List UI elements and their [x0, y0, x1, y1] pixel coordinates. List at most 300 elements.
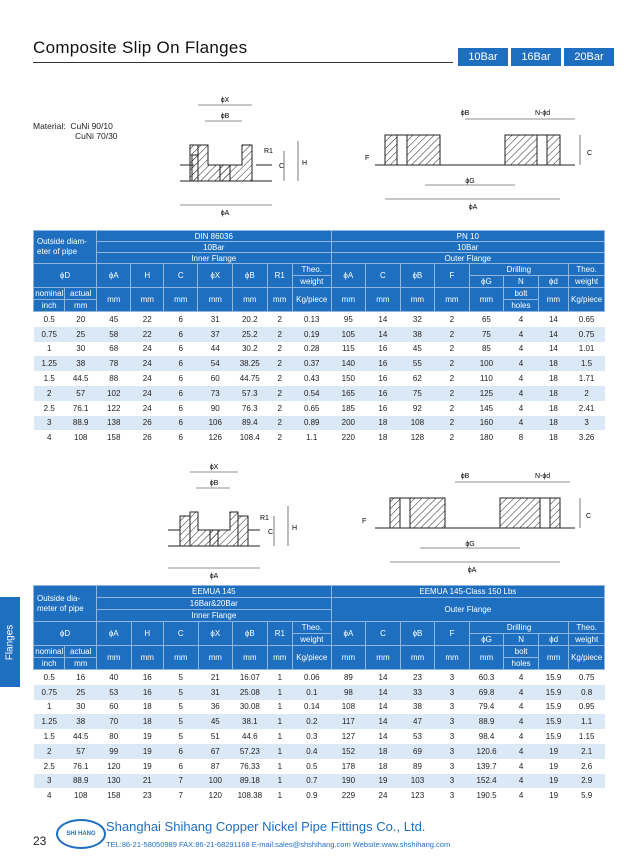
- table-cell: 44.75: [233, 371, 268, 386]
- u-mm: mm: [469, 646, 504, 670]
- table-cell: 18: [366, 416, 401, 431]
- u-kg: Kg/piece: [569, 646, 605, 670]
- table-cell: 23: [131, 788, 164, 803]
- table-cell: 16.07: [233, 670, 268, 685]
- tab-16bar[interactable]: 16Bar: [511, 48, 561, 66]
- table-cell: 2: [569, 386, 605, 401]
- table-cell: 89.18: [233, 774, 268, 789]
- h-a-outer: ϕA: [331, 264, 366, 288]
- table-cell: 160: [469, 416, 504, 431]
- h-od: ϕD: [34, 264, 97, 288]
- h-weight-outer-2: weight: [569, 634, 605, 646]
- u-kg: Kg/piece: [292, 288, 331, 312]
- u-mm: mm: [366, 646, 401, 670]
- table-cell: 108: [65, 430, 97, 445]
- table-row: [34, 416, 605, 431]
- table-cell: 57.23: [233, 744, 268, 759]
- table-cell: 76.3: [233, 401, 268, 416]
- table-cell: 45: [96, 312, 131, 327]
- table-cell: 37: [198, 327, 233, 342]
- table-cell: 19: [131, 744, 164, 759]
- table-cell: 69.8: [469, 685, 504, 700]
- table-cell: 89.4: [233, 416, 268, 431]
- label-h-2: H: [292, 525, 298, 532]
- outer-flange-drawing-2: [360, 468, 600, 578]
- u-mm: mm: [400, 646, 435, 670]
- table-cell: 16: [131, 685, 164, 700]
- h-actual-2: actual: [65, 646, 97, 658]
- table-cell: 38: [65, 714, 97, 729]
- table-cell: 18: [366, 744, 401, 759]
- table-cell: 105: [331, 327, 366, 342]
- table-cell: 54: [198, 356, 233, 371]
- table-row: [34, 744, 605, 759]
- table-cell: 24: [131, 371, 163, 386]
- table-cell: 88.9: [65, 416, 97, 431]
- table-cell: 24: [131, 386, 163, 401]
- table-cell: 53: [400, 729, 435, 744]
- table-cell: 108: [65, 788, 97, 803]
- label-r1-2: R1: [260, 515, 269, 522]
- h-b-2: ϕB: [233, 622, 268, 646]
- table-cell: 6: [163, 401, 198, 416]
- table-cell: 45: [400, 342, 435, 357]
- u-mm: mm: [198, 646, 233, 670]
- u-mm: mm: [331, 288, 366, 312]
- table-cell: 0.75: [569, 327, 605, 342]
- table-cell: 120.6: [469, 744, 504, 759]
- table-cell: 0.75: [34, 685, 65, 700]
- table-cell: 108.38: [233, 788, 268, 803]
- table-cell: 98: [331, 685, 366, 700]
- table-cell: 15.9: [538, 700, 568, 715]
- h-r1: R1: [267, 264, 292, 288]
- table-cell: 38.1: [233, 714, 268, 729]
- tab-10bar[interactable]: 10Bar: [458, 48, 508, 66]
- table-row: [34, 371, 605, 386]
- label-a2: ϕA: [468, 204, 478, 211]
- table-cell: 3.26: [569, 430, 605, 445]
- table-cell: 0.89: [292, 416, 331, 431]
- table-cell: 2: [435, 371, 470, 386]
- u-mm: mm: [267, 646, 292, 670]
- h-c: C: [163, 264, 198, 288]
- table-cell: 158: [96, 430, 131, 445]
- table-cell: 2: [267, 371, 292, 386]
- table-cell: 18: [538, 386, 568, 401]
- table-cell: 57.3: [233, 386, 268, 401]
- table-cell: 0.54: [292, 386, 331, 401]
- h-g: ϕG: [469, 276, 504, 288]
- table-cell: 2.5: [34, 759, 65, 774]
- h-drilling-2: Drilling: [469, 622, 569, 634]
- table-cell: 58: [96, 327, 131, 342]
- table-cell: 2: [435, 401, 470, 416]
- table-cell: 5.9: [569, 788, 605, 803]
- page-number: 23: [33, 834, 47, 848]
- table-cell: 98.4: [469, 729, 504, 744]
- h-c-outer: C: [366, 264, 401, 288]
- table-cell: 3: [435, 700, 470, 715]
- table-cell: 3: [435, 670, 470, 685]
- u-mm: mm: [163, 288, 198, 312]
- table-cell: 89: [331, 670, 366, 685]
- table-cell: 130: [96, 774, 131, 789]
- table-cell: 4: [504, 356, 539, 371]
- table-cell: 24: [366, 788, 401, 803]
- table-cell: 1: [267, 788, 292, 803]
- table-cell: 16: [131, 670, 164, 685]
- table-cell: 20: [65, 312, 97, 327]
- table-row: [34, 430, 605, 445]
- u-mm: mm: [366, 288, 401, 312]
- table-cell: 108: [331, 700, 366, 715]
- table-cell: 73: [198, 386, 233, 401]
- table-cell: 139.7: [469, 759, 504, 774]
- table-row: [34, 774, 605, 789]
- table-cell: 15.9: [538, 670, 568, 685]
- table-cell: 38.25: [233, 356, 268, 371]
- h-h-2: H: [131, 622, 164, 646]
- table-cell: 3: [435, 744, 470, 759]
- table-cell: 123: [400, 788, 435, 803]
- table-cell: 0.4: [293, 744, 332, 759]
- table-cell: 15.9: [538, 685, 568, 700]
- table-cell: 30.08: [233, 700, 268, 715]
- table-cell: 108: [400, 416, 435, 431]
- table-cell: 19: [366, 774, 401, 789]
- label-r1: R1: [264, 148, 273, 155]
- h-od-2: ϕD: [34, 622, 97, 646]
- table-cell: 69: [400, 744, 435, 759]
- table-cell: 26: [131, 416, 163, 431]
- table-cell: 1.1: [292, 430, 331, 445]
- table-cell: 19: [538, 788, 568, 803]
- table-cell: 2.5: [34, 401, 65, 416]
- table-cell: 18: [131, 714, 164, 729]
- outer-flange-drawing-1: [365, 105, 600, 215]
- table-cell: 14: [538, 312, 568, 327]
- table-cell: 4: [504, 685, 539, 700]
- h-d: ϕd: [538, 276, 568, 288]
- label-g-2: ϕG: [465, 541, 475, 548]
- table-cell: 1: [267, 700, 292, 715]
- table-cell: 2: [34, 386, 65, 401]
- table-cell: 14: [366, 714, 401, 729]
- table-cell: 1.1: [569, 714, 605, 729]
- label-nd: N-ϕd: [535, 110, 551, 117]
- table-cell: 5: [164, 670, 199, 685]
- table-cell: 200: [331, 416, 366, 431]
- table-cell: 0.5: [34, 670, 65, 685]
- material-label: Material:: [33, 121, 66, 131]
- h-b-outer: ϕB: [400, 264, 435, 288]
- u-mm: mm: [198, 288, 233, 312]
- table-cell: 75: [400, 386, 435, 401]
- label-h: H: [302, 160, 308, 167]
- h-mm-2: mm: [65, 658, 97, 670]
- table-cell: 3: [34, 774, 65, 789]
- table-cell: 38: [400, 327, 435, 342]
- table-row: [34, 759, 605, 774]
- table-cell: 1: [267, 685, 292, 700]
- spec-table-din: [33, 230, 605, 445]
- table-cell: 3: [435, 729, 470, 744]
- h-weight-outer: weight: [569, 276, 605, 288]
- table-cell: 47: [400, 714, 435, 729]
- table-cell: 1: [267, 714, 292, 729]
- table-cell: 4: [504, 416, 539, 431]
- spec-table-eemua: [33, 585, 605, 803]
- side-tab-label: Flanges: [4, 624, 16, 660]
- table-cell: 165: [331, 386, 366, 401]
- table-cell: 0.95: [569, 700, 605, 715]
- table-cell: 30.2: [233, 342, 268, 357]
- table-cell: 178: [331, 759, 366, 774]
- label-b2-2: ϕB: [460, 473, 470, 480]
- table-cell: 7: [164, 788, 199, 803]
- company-logo: [56, 819, 106, 849]
- table-cell: 4: [504, 714, 539, 729]
- table-cell: 6: [164, 759, 199, 774]
- table-cell: 2: [435, 312, 470, 327]
- table-row: [34, 729, 605, 744]
- table-cell: 25: [65, 327, 97, 342]
- h-a-outer-2: ϕA: [331, 622, 366, 646]
- label-f: F: [365, 155, 370, 162]
- table-cell: 122: [96, 401, 131, 416]
- table-cell: 14: [366, 685, 401, 700]
- u-mm: mm: [538, 646, 568, 670]
- label-f-2: F: [362, 518, 367, 525]
- table-cell: 2: [435, 327, 470, 342]
- table-cell: 19: [131, 729, 164, 744]
- table-cell: 38: [65, 356, 97, 371]
- table-row: [34, 685, 605, 700]
- table-cell: 0.43: [292, 371, 331, 386]
- table-cell: 0.8: [569, 685, 605, 700]
- u-mm: mm: [96, 288, 131, 312]
- table-cell: 20.2: [233, 312, 268, 327]
- table-cell: 0.65: [292, 401, 331, 416]
- table-cell: 2: [267, 342, 292, 357]
- table-cell: 6: [163, 386, 198, 401]
- table-cell: 108.4: [233, 430, 268, 445]
- table-cell: 6: [164, 744, 199, 759]
- u-kg: Kg/piece: [293, 646, 332, 670]
- std-right-header: PN 10: [331, 231, 604, 242]
- table-cell: 60.3: [469, 670, 504, 685]
- table-cell: 0.06: [293, 670, 332, 685]
- table-cell: 152.4: [469, 774, 504, 789]
- logo-text: SHI HANG: [66, 831, 96, 837]
- h-g-2: ϕG: [469, 634, 504, 646]
- label-c2-2: C: [586, 513, 592, 520]
- table-row: [34, 356, 605, 371]
- table-cell: 2: [267, 312, 292, 327]
- table-cell: 4: [504, 700, 539, 715]
- table-row: [34, 714, 605, 729]
- table-cell: 60: [198, 371, 233, 386]
- table-cell: 51: [198, 729, 233, 744]
- table-cell: 76.1: [65, 401, 97, 416]
- table-cell: 102: [96, 386, 131, 401]
- table-cell: 16: [366, 401, 401, 416]
- table-cell: 3: [435, 714, 470, 729]
- h-b-outer-2: ϕB: [400, 622, 435, 646]
- table-cell: 0.9: [293, 788, 332, 803]
- table-cell: 190.5: [469, 788, 504, 803]
- label-x-2: ϕX: [209, 464, 219, 471]
- table-cell: 44.5: [65, 729, 97, 744]
- table-cell: 106: [198, 416, 233, 431]
- table-cell: 2: [267, 401, 292, 416]
- u-mm: mm: [233, 288, 268, 312]
- table-cell: 18: [538, 356, 568, 371]
- table-cell: 76.1: [65, 759, 97, 774]
- table-cell: 76.33: [233, 759, 268, 774]
- table-cell: 23: [400, 670, 435, 685]
- label-c2: C: [587, 150, 593, 157]
- u-bolt: bolt: [504, 288, 539, 300]
- table-cell: 18: [366, 759, 401, 774]
- table-cell: 6: [163, 327, 198, 342]
- table-row: [34, 788, 605, 803]
- table-cell: 1.5: [34, 729, 65, 744]
- table-cell: 24: [131, 356, 163, 371]
- h-a-2: ϕA: [96, 622, 131, 646]
- h-r1-2: R1: [267, 622, 292, 646]
- u-mm: mm: [96, 646, 131, 670]
- table-cell: 4: [504, 401, 539, 416]
- table-cell: 33: [400, 685, 435, 700]
- table-cell: 150: [331, 371, 366, 386]
- table-cell: 19: [538, 774, 568, 789]
- page-title: Composite Slip On Flanges: [33, 38, 248, 57]
- table-cell: 4: [504, 774, 539, 789]
- table-cell: 138: [96, 416, 131, 431]
- table-cell: 14: [538, 342, 568, 357]
- table-cell: 2: [267, 430, 292, 445]
- u-mm: mm: [331, 646, 366, 670]
- h-actual: actual: [65, 288, 97, 300]
- table-row: [34, 401, 605, 416]
- h-theo-outer-2: Theo.: [569, 622, 605, 634]
- table-cell: 0.1: [293, 685, 332, 700]
- u-mm: mm: [469, 288, 504, 312]
- h-weight: weight: [292, 276, 331, 288]
- table-cell: 18: [538, 416, 568, 431]
- table-cell: 18: [131, 700, 164, 715]
- table-cell: 190: [331, 774, 366, 789]
- table-cell: 30: [65, 700, 97, 715]
- table-cell: 16: [366, 371, 401, 386]
- h-n-2: N: [504, 634, 539, 646]
- table-cell: 0.3: [293, 729, 332, 744]
- table-cell: 68: [96, 342, 131, 357]
- table-cell: 26: [131, 430, 163, 445]
- tab-20bar[interactable]: 20Bar: [564, 48, 614, 66]
- table-cell: 88.9: [469, 714, 504, 729]
- table-cell: 21: [198, 670, 233, 685]
- table-cell: 18: [366, 430, 401, 445]
- table-cell: 1: [267, 759, 292, 774]
- table-cell: 128: [400, 430, 435, 445]
- h-inch-2: inch: [34, 658, 65, 670]
- label-b-2: ϕB: [209, 480, 219, 487]
- table-cell: 0.14: [293, 700, 332, 715]
- table-cell: 0.13: [292, 312, 331, 327]
- table-cell: 1: [34, 342, 65, 357]
- table-cell: 3: [435, 774, 470, 789]
- table-cell: 14: [366, 700, 401, 715]
- h-x-2: ϕX: [198, 622, 233, 646]
- table-cell: 79.4: [469, 700, 504, 715]
- material-line1: CuNi 90/10: [70, 121, 113, 131]
- table-cell: 19: [538, 744, 568, 759]
- h-h: H: [131, 264, 163, 288]
- table-cell: 4: [504, 342, 539, 357]
- table-cell: 1.5: [569, 356, 605, 371]
- table-cell: 15.9: [538, 729, 568, 744]
- table-cell: 65: [469, 312, 504, 327]
- bar-right-header: 10Bar: [331, 242, 604, 253]
- table-cell: 1: [267, 744, 292, 759]
- table-cell: 220: [331, 430, 366, 445]
- h-n: N: [504, 276, 539, 288]
- table-cell: 6: [163, 312, 198, 327]
- side-tab-flanges[interactable]: [0, 597, 20, 687]
- table-cell: 14: [366, 670, 401, 685]
- table-cell: 87: [198, 759, 233, 774]
- table-cell: 24: [131, 401, 163, 416]
- outer-flange-header: Outer Flange: [331, 253, 604, 264]
- table-row: [34, 312, 605, 327]
- table-cell: 100: [198, 774, 233, 789]
- table-cell: 19: [131, 759, 164, 774]
- title-rule: [33, 62, 453, 63]
- h-b: ϕB: [233, 264, 268, 288]
- table-row: [34, 327, 605, 342]
- u-mm: mm: [400, 288, 435, 312]
- table-cell: 2.6: [569, 759, 605, 774]
- table-cell: 2.1: [569, 744, 605, 759]
- table-cell: 110: [469, 371, 504, 386]
- table-cell: 32: [400, 312, 435, 327]
- h-nominal-2: nominal: [35, 647, 64, 656]
- u-mm: mm: [164, 646, 199, 670]
- std-left-header: DIN 86036: [96, 231, 331, 242]
- label-a-2: ϕA: [209, 573, 219, 580]
- table-cell: 1: [34, 700, 65, 715]
- h-f-2: F: [435, 622, 470, 646]
- label-a2-2: ϕA: [467, 567, 477, 574]
- h-x: ϕX: [198, 264, 233, 288]
- table-cell: 14: [366, 327, 401, 342]
- table-cell: 2.9: [569, 774, 605, 789]
- table-cell: 4: [504, 759, 539, 774]
- table-cell: 0.7: [293, 774, 332, 789]
- table-cell: 126: [198, 430, 233, 445]
- h-d-2: ϕd: [538, 634, 568, 646]
- table-cell: 89: [400, 759, 435, 774]
- table-cell: 145: [469, 401, 504, 416]
- table-cell: 22: [131, 327, 163, 342]
- table-cell: 140: [331, 356, 366, 371]
- u-mm: mm: [435, 288, 470, 312]
- label-c-2: C: [268, 529, 274, 536]
- table-cell: 95: [331, 312, 366, 327]
